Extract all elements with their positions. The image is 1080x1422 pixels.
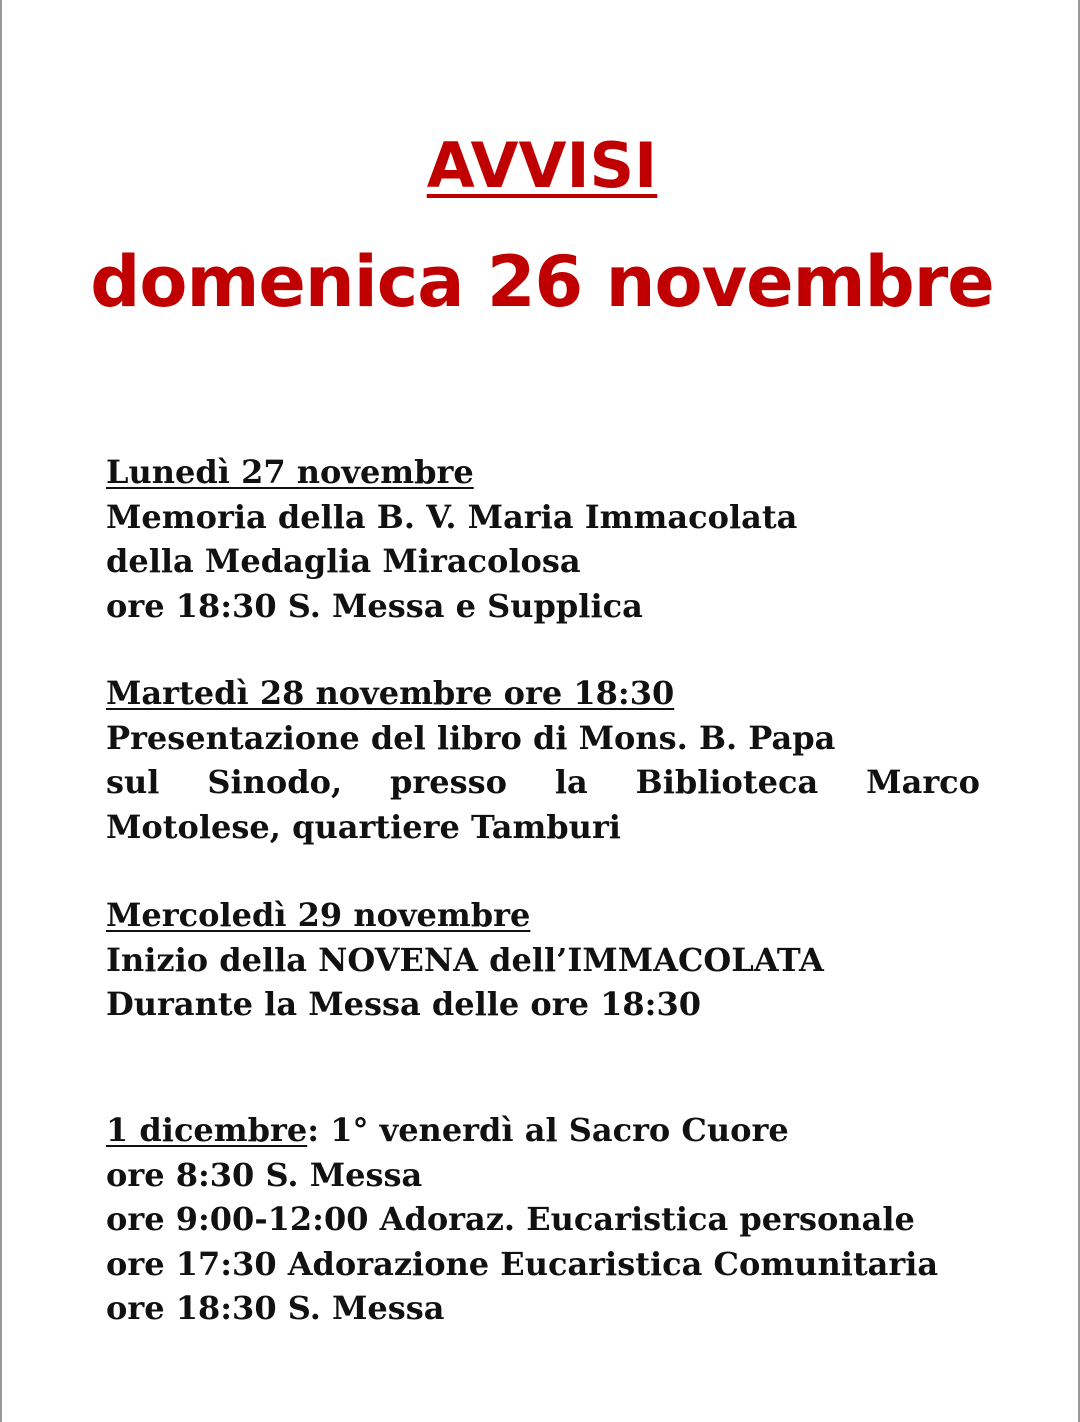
announcement-date: Martedì 28 novembre ore 18:30 <box>106 674 675 712</box>
announcement-date: Lunedì 27 novembre <box>106 453 474 491</box>
announcement-line: Presentazione del libro di Mons. B. Papa <box>106 718 836 757</box>
page-title: AVVISI <box>426 129 658 202</box>
announcement-line: Memoria della B. V. Maria Immacolata <box>106 497 798 536</box>
announcement-line: Durante la Messa delle ore 18:30 <box>106 985 701 1023</box>
page-date-heading: domenica 26 novembre <box>90 241 994 323</box>
announcement-heading <box>106 450 980 495</box>
announcement-line: Inizio della NOVENA dell’IMMACOLATA <box>106 940 824 979</box>
announcement-line: Motolese, quartiere Tamburi <box>106 807 621 846</box>
justified-word: la <box>554 763 588 801</box>
announcement-wednesday <box>106 893 980 1027</box>
announcement-date: 1 dicembre <box>106 1111 308 1149</box>
announcement-heading <box>106 893 980 938</box>
announcement-line: ore 9:00-12:00 Adoraz. Eucaristica personale <box>106 1200 915 1238</box>
justified-word: presso <box>389 763 507 801</box>
announcement-heading <box>106 1108 980 1153</box>
announcement-date: Mercoledì 29 novembre <box>106 896 531 934</box>
justified-word: sul <box>106 763 160 801</box>
announcement-line: ore 8:30 S. Messa <box>106 1155 423 1194</box>
announcement-tuesday <box>106 671 980 849</box>
announcement-line: ore 18:30 S. Messa <box>106 1289 445 1327</box>
announcement-line: ore 18:30 S. Messa e Supplica <box>106 586 643 625</box>
announcement-heading <box>106 671 980 716</box>
announcement-monday <box>106 450 980 628</box>
justified-word: Sinodo, <box>207 763 343 801</box>
announcement-line: della Medaglia Miracolosa <box>106 542 581 580</box>
justified-word: Biblioteca <box>635 763 819 801</box>
justified-word: Marco <box>866 763 980 801</box>
announcement-december <box>106 1108 980 1331</box>
announcement-heading-suffix: : 1° venerdì al Sacro Cuore <box>307 1111 789 1149</box>
announcement-line: ore 17:30 Adorazione Eucaristica Comunitaria <box>106 1244 939 1283</box>
announcement-line-justified <box>106 760 980 805</box>
